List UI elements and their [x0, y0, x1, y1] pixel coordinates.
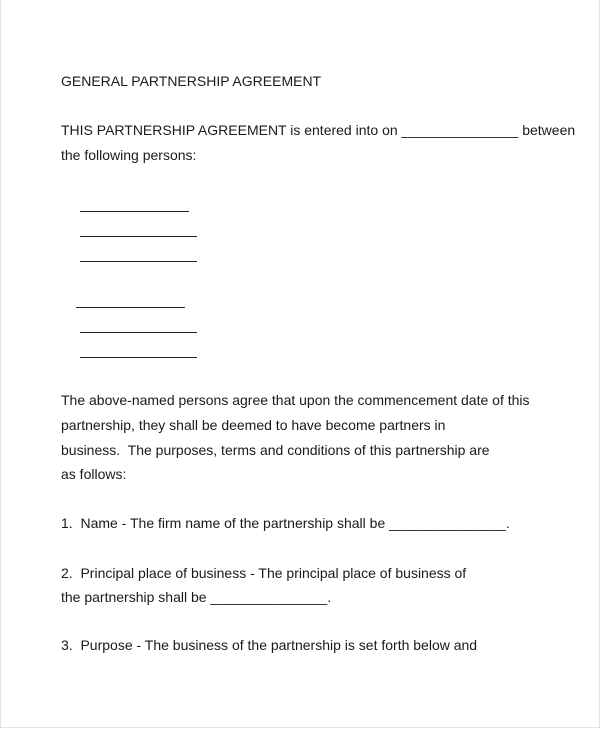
partner-blank-2 — [80, 236, 197, 237]
clause-place-line-1: 2. Principal place of business - The principal place of business of — [61, 565, 467, 581]
partner-blank-5 — [80, 332, 197, 333]
partner-blank-4 — [76, 307, 185, 308]
partner-blank-1 — [80, 211, 189, 212]
recital-line-1: The above-named persons agree that upon the commencement date of this — [61, 392, 530, 408]
recital-line-2: partnership, they shall be deemed to have become partners in — [61, 417, 446, 433]
intro-line-2: the following persons: — [61, 147, 197, 163]
document-title: GENERAL PARTNERSHIP AGREEMENT — [61, 73, 322, 89]
clause-purpose-line-1: 3. Purpose - The business of the partnership is set forth below and — [61, 637, 478, 653]
clause-place-line-2: the partnership shall be _______________. — [61, 589, 332, 605]
partner-blank-3 — [80, 261, 197, 262]
partner-blank-6 — [80, 357, 197, 358]
recital-line-3: business. The purposes, terms and conditions of this partnership are — [61, 442, 490, 458]
intro-line-1: THIS PARTNERSHIP AGREEMENT is entered into on _______________ between — [61, 122, 576, 138]
clause-name: 1. Name - The firm name of the partnership shall be _______________. — [61, 515, 510, 531]
recital-line-4: as follows: — [61, 466, 127, 482]
